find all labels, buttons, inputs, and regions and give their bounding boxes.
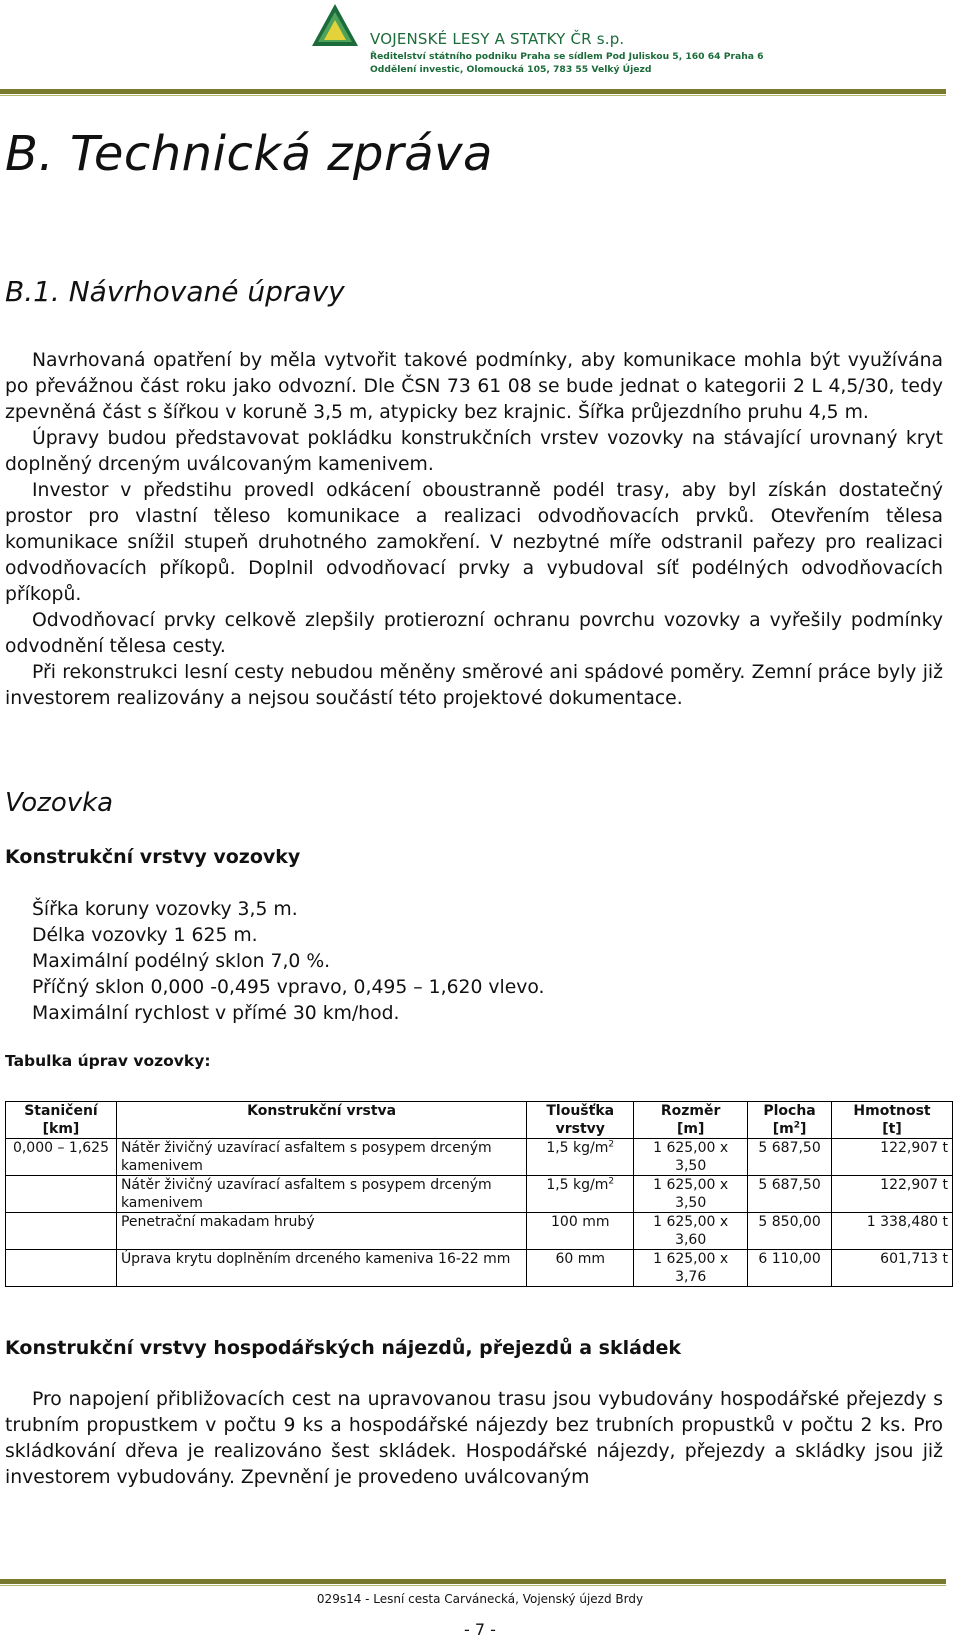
- vozovka-table: [5, 1101, 953, 1287]
- cell-size: 1 625,00 x 3,50: [634, 1139, 748, 1176]
- cell-area: 6 110,00: [748, 1250, 832, 1287]
- organization-address-line-1: Ředitelství státního podniku Praha se sídlem Pod Juliskou 5, 160 64 Praha 6: [370, 51, 764, 62]
- spec-item: Šířka koruny vozovky 3,5 m.: [32, 899, 298, 920]
- cell-layer: Nátěr živičný uzavírací asfaltem s posypem drceným kamenivem: [116, 1176, 526, 1213]
- table-header-row: [6, 1102, 953, 1139]
- header-rozmer: Rozměr [m]: [634, 1102, 748, 1139]
- cell-layer: Penetrační makadam hrubý: [116, 1213, 526, 1250]
- intro-paragraph: Odvodňovací prvky celkově zlepšily protierozní ochranu povrchu vozovky a vyřešily podmínky odvodnění tělesa cesty.: [5, 610, 943, 657]
- najezdy-text: [5, 1387, 943, 1491]
- vozovka-subheading: Konstrukční vrstvy vozovky: [5, 846, 301, 868]
- spec-item: Maximální rychlost v přímé 30 km/hod.: [32, 1003, 400, 1024]
- cell-thickness: 1,5 $kg/m^2$: [527, 1176, 634, 1213]
- cell-area: 5 687,50: [748, 1176, 832, 1213]
- intro-paragraph: Úpravy budou představovat pokládku konstrukčních vrstev vozovky na stávající urovnaný kryt doplněný drceným uválcovaným kamenivem.: [5, 428, 943, 475]
- cell-thickness: 60 mm: [527, 1250, 634, 1287]
- table-row: [6, 1213, 953, 1250]
- cell-mass: 122,907 t: [832, 1139, 953, 1176]
- page-header: [0, 0, 960, 100]
- cell-mass: 122,907 t: [832, 1176, 953, 1213]
- intro-paragraph: Navrhovaná opatření by měla vytvořit takové podmínky, aby komunikace mohla být využívána po převážnou část roku jako odvozní. Dle ČSN 73 61 08 se bude jednat o kategorii 2 L 4,5/30, tedy zpevněná část s šířkou v koruně 3,5 m, atypicky bez krajnic. Šířka průjezdního pruhu 4,5 m.: [5, 350, 943, 423]
- cell-size: 1 625,00 x 3,76: [634, 1250, 748, 1287]
- spec-item: Maximální podélný sklon 7,0 %.: [32, 951, 331, 972]
- najezdy-paragraph: Pro napojení přibližovacích cest na upravovanou trasu jsou vybudovány hospodářské přejezdy s trubním propustkem v počtu 9 ks a hospodářské nájezdy bez trubních propustků v počtu 2 ks. Pro skládkování dřeva je realizováno šest skládek. Hospodářské nájezdy, přejezdy a skládky jsou již investorem vybudovány. Zpevnění je provedeno uválcovaným: [5, 1389, 943, 1488]
- footer-project-title: 029s14 - Lesní cesta Carvánecká, Vojenský újezd Brdy: [316, 1592, 644, 1606]
- cell-layer: Nátěr živičný uzavírací asfaltem s posypem drceným kamenivem: [116, 1139, 526, 1176]
- intro-paragraph: Investor v předstihu provedl odkácení oboustranně podél trasy, aby byl získán dostatečný prostor pro vlastní těleso komunikace a realizaci odvodňovacích prvků. Otevřením tělesa komunikace snížil stupeň druhotného zamokření. V nezbytné míře odstranil pařezy pro realizaci odvodňovacích příkopů. Doplnil odvodňovací prvky a vybudoval síť podélných odvodňovacích příkopů.: [5, 480, 943, 605]
- intro-text: [5, 348, 943, 712]
- header-tloustka: Tloušťka vrstvy: [527, 1102, 634, 1139]
- cell-mass: 601,713 t: [832, 1250, 953, 1287]
- cell-size: 1 625,00 x 3,50: [634, 1176, 748, 1213]
- cell-station: 0,000 – 1,625: [6, 1139, 117, 1176]
- vozovka-heading: Vozovka: [5, 788, 114, 818]
- organization-address-line-2: Oddělení investic, Olomoucká 105, 783 55 Velký Újezd: [370, 64, 652, 75]
- footer-divider: [0, 1579, 946, 1584]
- spec-item: Délka vozovky 1 625 m.: [32, 925, 258, 946]
- intro-paragraph: Při rekonstrukci lesní cesty nebudou měněny směrové ani spádové poměry. Zemní práce byly již investorem realizovány a nejsou součástí této projektové dokumentace.: [5, 662, 943, 709]
- spec-item: Příčný sklon 0,000 -0,495 vpravo, 0,495 – 1,620 vlevo.: [32, 977, 545, 998]
- header-hmotnost: Hmotnost [t]: [832, 1102, 953, 1139]
- cell-layer: Úprava krytu doplněním drceného kameniva 16-22 mm: [116, 1250, 526, 1287]
- header-stanice: Staničení [km]: [6, 1102, 117, 1139]
- table-row: [6, 1176, 953, 1213]
- cell-thickness: 1,5 $kg/m^2$: [527, 1139, 634, 1176]
- page-number: - 7 -: [464, 1620, 496, 1639]
- cell-size: 1 625,00 x 3,60: [634, 1213, 748, 1250]
- table-row: [6, 1139, 953, 1176]
- header-vrstva: Konstrukční vrstva: [116, 1102, 526, 1139]
- footer-divider-thin: [0, 1585, 946, 1586]
- header-plocha: Plocha $[m^2]$: [748, 1102, 832, 1139]
- vozovka-specs: [32, 897, 545, 1027]
- cell-station: [6, 1213, 117, 1250]
- table-row: [6, 1250, 953, 1287]
- section-heading: B.1. Návrhované úpravy: [5, 275, 345, 308]
- header-divider-thin: [0, 95, 946, 96]
- header-divider: [0, 89, 946, 94]
- table-caption: Tabulka úprav vozovky:: [5, 1052, 211, 1070]
- cell-station: [6, 1176, 117, 1213]
- najezdy-subheading: Konstrukční vrstvy hospodářských nájezdů, přejezdů a skládek: [5, 1337, 682, 1359]
- organization-name: VOJENSKÉ LESY A STATKY ČR s.p.: [370, 30, 625, 48]
- cell-station: [6, 1250, 117, 1287]
- tree-triangle-logo-icon: [310, 2, 360, 48]
- cell-thickness: 100 mm: [527, 1213, 634, 1250]
- cell-mass: 1 338,480 t: [832, 1213, 953, 1250]
- cell-area: 5 850,00: [748, 1213, 832, 1250]
- document-title: B. Technická zpráva: [5, 126, 493, 182]
- cell-area: 5 687,50: [748, 1139, 832, 1176]
